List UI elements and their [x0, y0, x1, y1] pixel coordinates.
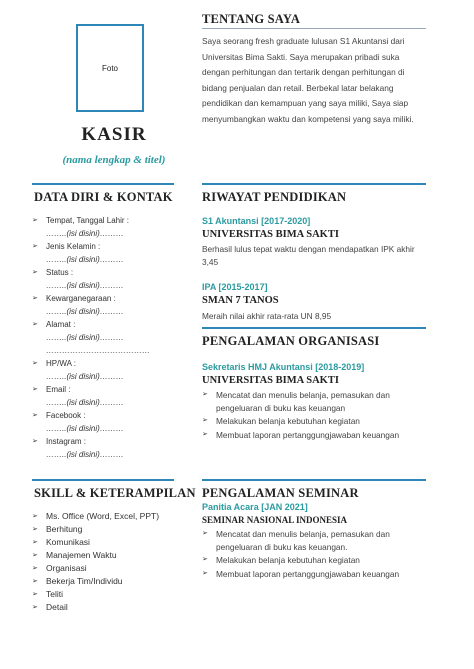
organization-title: PENGALAMAN ORGANISASI: [202, 334, 380, 348]
education-period: S1 Akuntansi [2017-2020]: [202, 216, 311, 226]
personal-label: ➢ Status :: [32, 266, 182, 279]
personal-value: ……..(isi disini)………: [46, 307, 124, 316]
organization-bullets: [202, 389, 424, 442]
education-desc: Berhasil lulus tepat waktu dengan mendapatkan IPK akhir 3,45: [202, 244, 415, 267]
list-item: ➢ Berhitung: [32, 523, 182, 536]
education-institution: SMAN 7 TANOS: [202, 295, 279, 306]
personal-label: ➢ Facebook :: [32, 409, 182, 422]
organization-institution: UNIVERSITAS BIMA SAKTI: [202, 375, 339, 386]
seminar-event: SEMINAR NASIONAL INDONESIA: [202, 515, 348, 525]
seminar-rule-top: [202, 479, 426, 481]
personal-label: ➢ Alamat :: [32, 318, 182, 331]
list-item: ➢ Mencatat dan menulis belanja, pemasukan dan pengeluaran di buku kas keuangan: [202, 389, 424, 414]
list-item: ➢ Melakukan belanja kebutuhan kegiatan: [202, 554, 424, 567]
personal-value: ……..(isi disini)………: [46, 450, 124, 459]
personal-title: DATA DIRI & KONTAK: [34, 190, 173, 204]
list-item: ➢ Manajemen Waktu: [32, 549, 182, 562]
list-item: ➢ Komunikasi: [32, 536, 182, 549]
organization-role: Sekretaris HMJ Akuntansi [2018-2019]: [202, 362, 365, 372]
list-item: ➢ Membuat laporan pertanggungjawaban keuangan: [202, 429, 424, 442]
personal-value: ……..(isi disini)………: [46, 333, 124, 342]
list-item: ➢ Membuat laporan pertanggungjawaban keuangan: [202, 568, 424, 581]
seminar-role: Panitia Acara [JAN 2021]: [202, 502, 308, 512]
personal-value: ……..(isi disini)………: [46, 229, 124, 238]
personal-label: ➢ Instagram :: [32, 435, 182, 448]
candidate-subtitle: (nama lengkap & titel): [62, 154, 166, 166]
organization-rule-top: [202, 327, 426, 329]
list-item: ➢ Melakukan belanja kebutuhan kegiatan: [202, 415, 424, 428]
personal-value: …………………………………: [46, 346, 150, 355]
list-item: ➢ Mencatat dan menulis belanja, pemasukan dan pengeluaran di buku kas keuangan.: [202, 528, 424, 553]
education-institution: UNIVERSITAS BIMA SAKTI: [202, 229, 339, 240]
list-item: ➢ Ms. Office (Word, Excel, PPT): [32, 510, 182, 523]
skill-title: SKILL & KETERAMPILAN: [34, 486, 196, 500]
seminar-title: PENGALAMAN SEMINAR: [202, 486, 359, 500]
personal-label: ➢ Tempat, Tanggal Lahir :: [32, 214, 182, 227]
seminar-bullets: [202, 528, 424, 581]
personal-value: ……..(isi disini)………: [46, 424, 124, 433]
skill-rule-top: [32, 479, 174, 481]
photo-label: Foto: [101, 64, 118, 73]
personal-value: ……..(isi disini)………: [46, 255, 124, 264]
personal-rule-top: [32, 183, 174, 185]
personal-value: ……..(isi disini)………: [46, 281, 124, 290]
skill-list: [32, 510, 182, 614]
about-title: TENTANG SAYA: [202, 12, 301, 26]
about-rule: [202, 28, 426, 29]
about-text: Saya seorang fresh graduate lulusan S1 Akuntansi dari Universitas Bima Sakti. Saya merupakan pribadi suka dengan perhitungan dan tertarik dengan perhitungan di bidang penjualan dan retail. Berbekal latar belakang pendidikan dan kemampuan yang saya miliki, Saya siap menyumbangkan waktu dan kompetensi yang saya miliki.: [202, 36, 414, 124]
education-title: RIWAYAT PENDIDIKAN: [202, 190, 347, 204]
personal-label: ➢ Jenis Kelamin :: [32, 240, 182, 253]
photo-placeholder: [76, 24, 144, 112]
education-rule-top: [202, 183, 426, 185]
education-period: IPA [2015-2017]: [202, 282, 268, 292]
personal-value: ……..(isi disini)………: [46, 398, 124, 407]
personal-value: ……..(isi disini)………: [46, 372, 124, 381]
personal-label: ➢ Email :: [32, 383, 182, 396]
candidate-name: KASIR: [81, 124, 147, 145]
list-item: ➢ Bekerja Tim/Individu: [32, 575, 182, 588]
list-item: ➢ Teliti: [32, 588, 182, 601]
personal-label: ➢ Kewarganegaraan :: [32, 292, 182, 305]
personal-label: ➢ HP/WA :: [32, 357, 182, 370]
education-desc: Meraih nilai akhir rata-rata UN 8,95: [202, 311, 332, 321]
list-item: ➢ Organisasi: [32, 562, 182, 575]
personal-list: [32, 214, 182, 461]
list-item: ➢ Detail: [32, 601, 182, 614]
